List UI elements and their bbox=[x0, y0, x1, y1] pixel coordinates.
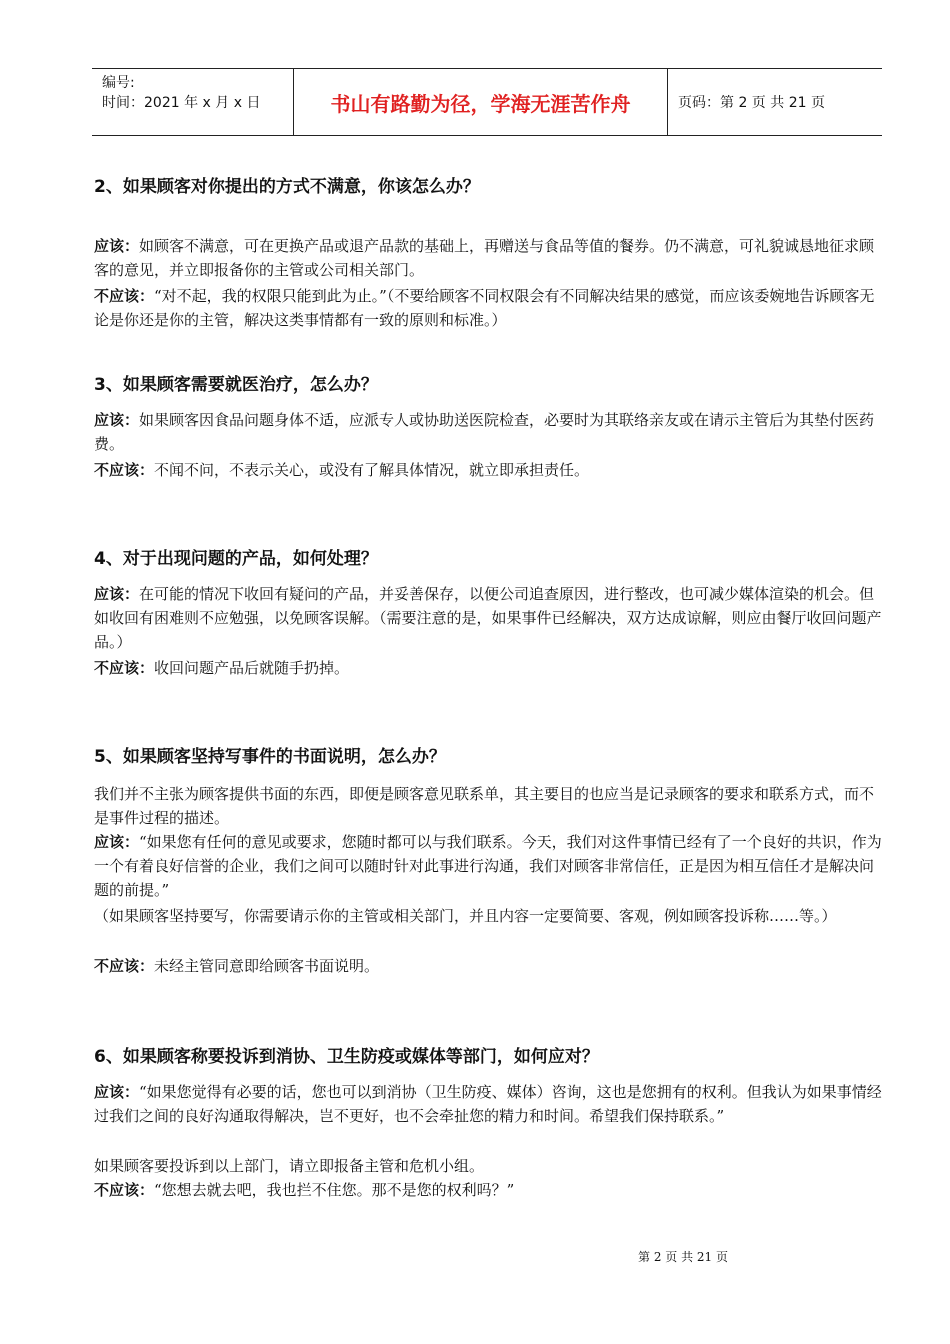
paragraph-5-3 bbox=[94, 904, 884, 928]
paragraph-3-1 bbox=[94, 408, 884, 456]
footer-page-number: 第 2 页 共 21 页 bbox=[638, 1250, 728, 1264]
paragraph-2-2 bbox=[94, 284, 884, 332]
paragraph-text: 如果顾客因食品问题身体不适，应派专人或协助送医院检查，必要时为其联络亲友或在请示主管后为其垫付医药费。 bbox=[94, 411, 875, 453]
paragraph-6-2 bbox=[94, 1154, 884, 1178]
header-page-info: 页码：第 2 页 共 21 页 bbox=[678, 95, 825, 111]
question-3: 3、如果顾客需要就医治疗，怎么办？ bbox=[94, 375, 378, 395]
question-5: 5、如果顾客坚持写事件的书面说明，怎么办？ bbox=[94, 747, 446, 767]
question-2: 2、如果顾客对你提出的方式不满意，你该怎么办？ bbox=[94, 177, 480, 197]
page-header bbox=[92, 68, 882, 136]
paragraph-text: 未经主管同意即给顾客书面说明。 bbox=[154, 957, 380, 975]
header-motto: 书山有路勤为径，学海无涯苦作舟 bbox=[294, 69, 668, 135]
label-should-not: 不应该： bbox=[94, 461, 155, 479]
paragraph-text: “您想去就去吧，我也拦不住您。那不是您的权利吗？” bbox=[154, 1181, 515, 1199]
question-6: 6、如果顾客称要投诉到消协、卫生防疫或媒体等部门，如何应对？ bbox=[94, 1047, 599, 1067]
paragraph-text: “如果您觉得有必要的话，您也可以到消协（卫生防疫、媒体）咨询，这也是您拥有的权利。但我认为如果事情经过我们之间的良好沟通取得解决，岂不更好，也不会牵扯您的精力和时间。希望我们保持联系。” bbox=[94, 1083, 882, 1125]
label-should: 应该： bbox=[94, 411, 140, 429]
label-should-not: 不应该： bbox=[94, 1181, 155, 1199]
paragraph-text: 在可能的情况下收回有疑问的产品，并妥善保存，以便公司追查原因，进行整改，也可减少媒体渲染的机会。但如收回有困难则不应勉强，以免顾客误解。（需要注意的是，如果事件已经解决，双方达成谅解，则应由餐厅收回问题产品。） bbox=[94, 585, 882, 651]
paragraph-4-2 bbox=[94, 656, 884, 680]
paragraph-6-1 bbox=[94, 1080, 884, 1128]
label-should-not: 不应该： bbox=[94, 287, 155, 305]
paragraph-text: 不闻不问，不表示关心，或没有了解具体情况，就立即承担责任。 bbox=[154, 461, 590, 479]
header-meta bbox=[92, 69, 294, 135]
paragraph-text: 如顾客不满意，可在更换产品或退产品款的基础上，再赠送与食品等值的餐券。仍不满意，可礼貌诚恳地征求顾客的意见，并立即报备你的主管或公司相关部门。 bbox=[94, 237, 875, 279]
label-should: 应该： bbox=[94, 833, 140, 851]
label-should: 应该： bbox=[94, 237, 140, 255]
paragraph-text: 如果顾客要投诉到以上部门，请立即报备主管和危机小组。 bbox=[94, 1157, 485, 1175]
paragraph-5-2 bbox=[94, 830, 884, 902]
label-should: 应该： bbox=[94, 585, 140, 603]
paragraph-3-2 bbox=[94, 458, 884, 482]
paragraph-text: （如果顾客坚持要写，你需要请示你的主管或相关部门，并且内容一定要简要、客观，例如顾客投诉称……等。） bbox=[94, 907, 837, 925]
paragraph-4-1 bbox=[94, 582, 884, 654]
code-label: 编号: bbox=[102, 75, 135, 91]
paragraph-5-4 bbox=[94, 954, 884, 978]
paragraph-6-3 bbox=[94, 1178, 884, 1202]
paragraph-5-1 bbox=[94, 782, 884, 830]
paragraph-text: 收回问题产品后就随手扔掉。 bbox=[154, 659, 350, 677]
paragraph-text: “如果您有任何的意见或要求，您随时都可以与我们联系。今天，我们对这件事情已经有了一个良好的共识，作为一个有着良好信誉的企业，我们之间可以随时针对此事进行沟通，我们对顾客非常信任，正是因为相互信任才是解决问题的前提。” bbox=[94, 833, 882, 899]
paragraph-text: 我们并不主张为顾客提供书面的东西，即便是顾客意见联系单，其主要目的也应当是记录顾客的要求和联系方式，而不是事件过程的描述。 bbox=[94, 785, 875, 827]
paragraph-2-1 bbox=[94, 234, 884, 282]
question-4: 4、对于出现问题的产品，如何处理？ bbox=[94, 549, 378, 569]
label-should: 应该： bbox=[94, 1083, 140, 1101]
time-label: 时间：2021 年 x 月 x 日 bbox=[102, 95, 261, 111]
label-should-not: 不应该： bbox=[94, 957, 155, 975]
paragraph-text: “对不起，我的权限只能到此为止。”（不要给顾客不同权限会有不同解决结果的感觉，而应该委婉地告诉顾客无论是你还是你的主管，解决这类事情都有一致的原则和标准。） bbox=[94, 287, 875, 329]
label-should-not: 不应该： bbox=[94, 659, 155, 677]
